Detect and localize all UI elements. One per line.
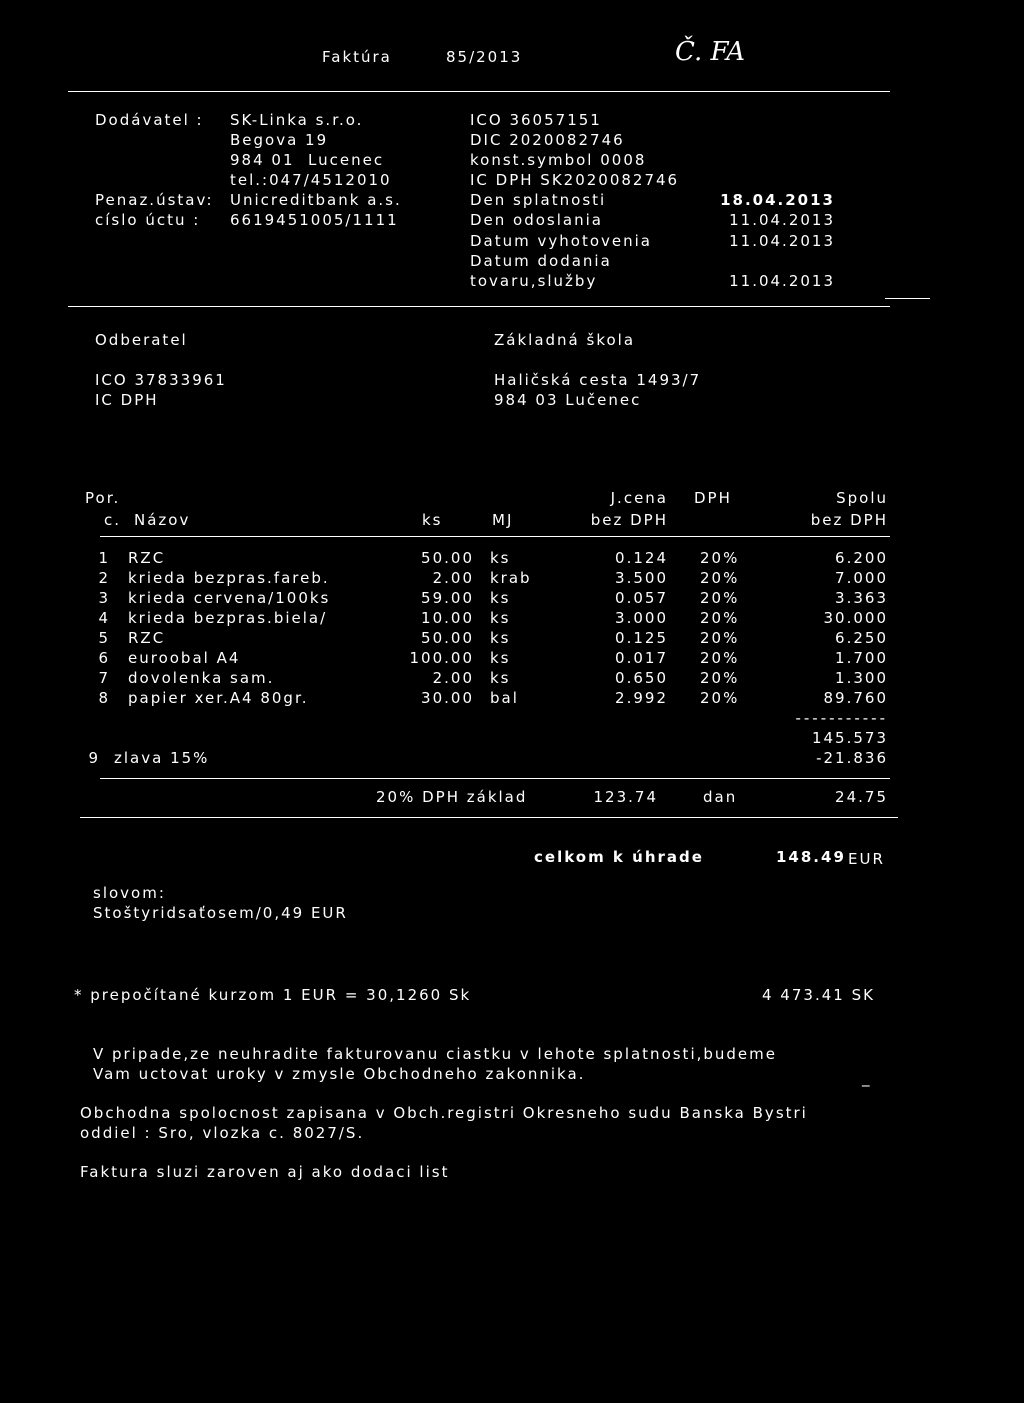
delivery-date-value: 11.04.2013	[729, 272, 835, 290]
row-price: 2.992	[615, 689, 668, 707]
supplier-label: Dodávatel :	[95, 111, 204, 129]
divider-table-header	[100, 536, 890, 537]
total-value: 148.49	[776, 848, 846, 866]
customer-ico: ICO 37833961	[95, 371, 227, 389]
note-line-1: V pripade,ze neuhradite fakturovanu ciastku v lehote splatnosti,budeme	[93, 1045, 777, 1063]
row-qty: 59.00	[421, 589, 474, 607]
supplier-dic: DIC 2020082746	[470, 131, 625, 149]
issue-date-value: 11.04.2013	[729, 232, 835, 250]
col-jcena-bez-dph: bez DPH	[590, 511, 668, 529]
invoice-title: Faktúra	[322, 48, 392, 66]
row-no: 5	[98, 629, 110, 647]
note-mark: _	[862, 1069, 872, 1087]
row-name: euroobal A4	[128, 649, 241, 667]
row-no: 4	[98, 609, 110, 627]
words-label: slovom:	[93, 884, 166, 902]
row-vat: 20%	[700, 629, 740, 647]
col-c: c.	[104, 511, 122, 529]
row-unit: ks	[490, 609, 511, 627]
col-jcena: J.cena	[610, 489, 668, 507]
row-vat: 20%	[700, 609, 740, 627]
bank-name: Unicreditbank a.s.	[230, 191, 402, 209]
discount-value: -21.836	[816, 749, 888, 767]
supplier-name: SK-Linka s.r.o.	[230, 111, 364, 129]
row-total: 3.363	[835, 589, 888, 607]
col-nazov: Názov	[134, 511, 191, 529]
row-total: 1.700	[835, 649, 888, 667]
row-no: 2	[98, 569, 110, 587]
row-unit: ks	[490, 549, 511, 567]
row-qty: 2.00	[432, 669, 474, 687]
sent-date-label: Den odoslania	[470, 211, 603, 229]
discount-label: zlava 15%	[114, 749, 210, 767]
note-line-2: Vam uctovat uroky v zmysle Obchodneho zakonnika.	[93, 1065, 586, 1083]
row-total: 89.760	[823, 689, 888, 707]
customer-icdph: IC DPH	[95, 391, 159, 409]
row-vat: 20%	[700, 649, 740, 667]
row-price: 0.125	[615, 629, 668, 647]
row-unit: krab	[490, 569, 532, 587]
divider-mark	[885, 298, 930, 299]
col-por: Por.	[85, 489, 121, 507]
supplier-konst-symbol: konst.symbol 0008	[470, 151, 647, 169]
supplier-street: Begova 19	[230, 131, 329, 149]
handwritten-stamp: Č. FA	[675, 37, 746, 67]
row-no: 1	[98, 549, 110, 567]
row-no: 6	[98, 649, 110, 667]
row-price: 3.500	[615, 569, 668, 587]
vat-tax-label: dan	[703, 788, 738, 806]
note-line-4: oddiel : Sro, vlozka c. 8027/S.	[80, 1124, 365, 1142]
row-name: RZC	[128, 549, 166, 567]
col-dph: DPH	[694, 489, 732, 507]
vat-base-label: 20% DPH základ	[376, 788, 528, 806]
row-name: krieda bezpras.fareb.	[128, 569, 330, 587]
customer-label: Odberatel	[95, 331, 188, 349]
supplier-ico: ICO 36057151	[470, 111, 602, 129]
subtotal-dashes: -----------	[795, 709, 888, 727]
row-total: 30.000	[823, 609, 888, 627]
row-unit: bal	[490, 689, 519, 707]
row-vat: 20%	[700, 689, 740, 707]
divider-top	[68, 91, 890, 92]
row-qty: 30.00	[421, 689, 474, 707]
account-label: císlo úctu :	[95, 211, 201, 229]
row-vat: 20%	[700, 549, 740, 567]
invoice-number: 85/2013	[446, 48, 523, 66]
divider-vat-bottom	[80, 817, 898, 818]
col-mj: MJ	[492, 511, 514, 529]
row-name: papier xer.A4 80gr.	[128, 689, 309, 707]
row-total: 6.250	[835, 629, 888, 647]
total-currency: EUR	[848, 850, 885, 868]
row-vat: 20%	[700, 589, 740, 607]
row-price: 0.124	[615, 549, 668, 567]
row-price: 0.650	[615, 669, 668, 687]
row-total: 1.300	[835, 669, 888, 687]
row-no: 3	[98, 589, 110, 607]
due-date-value: 18.04.2013	[720, 191, 835, 209]
account-number: 6619451005/1111	[230, 211, 399, 229]
row-qty: 100.00	[409, 649, 474, 667]
col-ks: ks	[422, 511, 443, 529]
note-line-3: Obchodna spolocnost zapisana v Obch.registri Okresneho sudu Banska Bystri	[80, 1104, 808, 1122]
conversion-value: 4 473.41 SK	[762, 986, 875, 1004]
row-unit: ks	[490, 629, 511, 647]
row-name: krieda bezpras.biela/	[128, 609, 328, 627]
row-qty: 50.00	[421, 549, 474, 567]
vat-tax-value: 24.75	[835, 788, 888, 806]
row-price: 0.017	[615, 649, 668, 667]
divider-vat-top	[100, 778, 890, 779]
vat-base-value: 123.74	[593, 788, 658, 806]
row-qty: 50.00	[421, 629, 474, 647]
col-spolu-bez-dph: bez DPH	[810, 511, 888, 529]
customer-street: Haličská cesta 1493/7	[494, 371, 702, 389]
delivery-date-label-1: Datum dodania	[470, 252, 612, 270]
col-spolu: Spolu	[836, 489, 888, 507]
row-vat: 20%	[700, 569, 740, 587]
words-text: Stoštyridsaťosem/0,49 EUR	[93, 904, 348, 922]
row-name: RZC	[128, 629, 166, 647]
conversion-text: * prepočítané kurzom 1 EUR = 30,1260 Sk	[74, 986, 472, 1004]
row-qty: 2.00	[432, 569, 474, 587]
due-date-label: Den splatnosti	[470, 191, 607, 209]
supplier-tel: tel.:047/4512010	[230, 171, 392, 189]
supplier-icdph: IC DPH SK2020082746	[470, 171, 680, 189]
subtotal-value: 145.573	[811, 729, 888, 747]
note-line-5: Faktura sluzi zaroven aj ako dodaci list	[80, 1163, 450, 1181]
row-unit: ks	[490, 649, 511, 667]
row-no: 7	[98, 669, 110, 687]
row-price: 0.057	[615, 589, 668, 607]
bank-label: Penaz.ústav:	[95, 191, 214, 209]
row-unit: ks	[490, 669, 511, 687]
total-label: celkom k úhrade	[534, 848, 704, 866]
row-price: 3.000	[615, 609, 668, 627]
issue-date-label: Datum vyhotovenia	[470, 232, 652, 250]
row-qty: 10.00	[421, 609, 474, 627]
row-name: krieda cervena/100ks	[128, 589, 331, 607]
row-unit: ks	[490, 589, 511, 607]
discount-no: 9	[88, 749, 100, 767]
row-total: 7.000	[835, 569, 888, 587]
supplier-city: 984 01 Lucenec	[230, 151, 385, 169]
customer-name: Základná škola	[494, 331, 636, 349]
customer-city: 984 03 Lučenec	[494, 391, 642, 409]
row-vat: 20%	[700, 669, 740, 687]
delivery-date-label-2: tovaru,služby	[470, 272, 598, 290]
row-name: dovolenka sam.	[128, 669, 275, 687]
row-total: 6.200	[835, 549, 888, 567]
sent-date-value: 11.04.2013	[729, 211, 835, 229]
divider-supplier	[68, 306, 890, 307]
row-no: 8	[98, 689, 110, 707]
